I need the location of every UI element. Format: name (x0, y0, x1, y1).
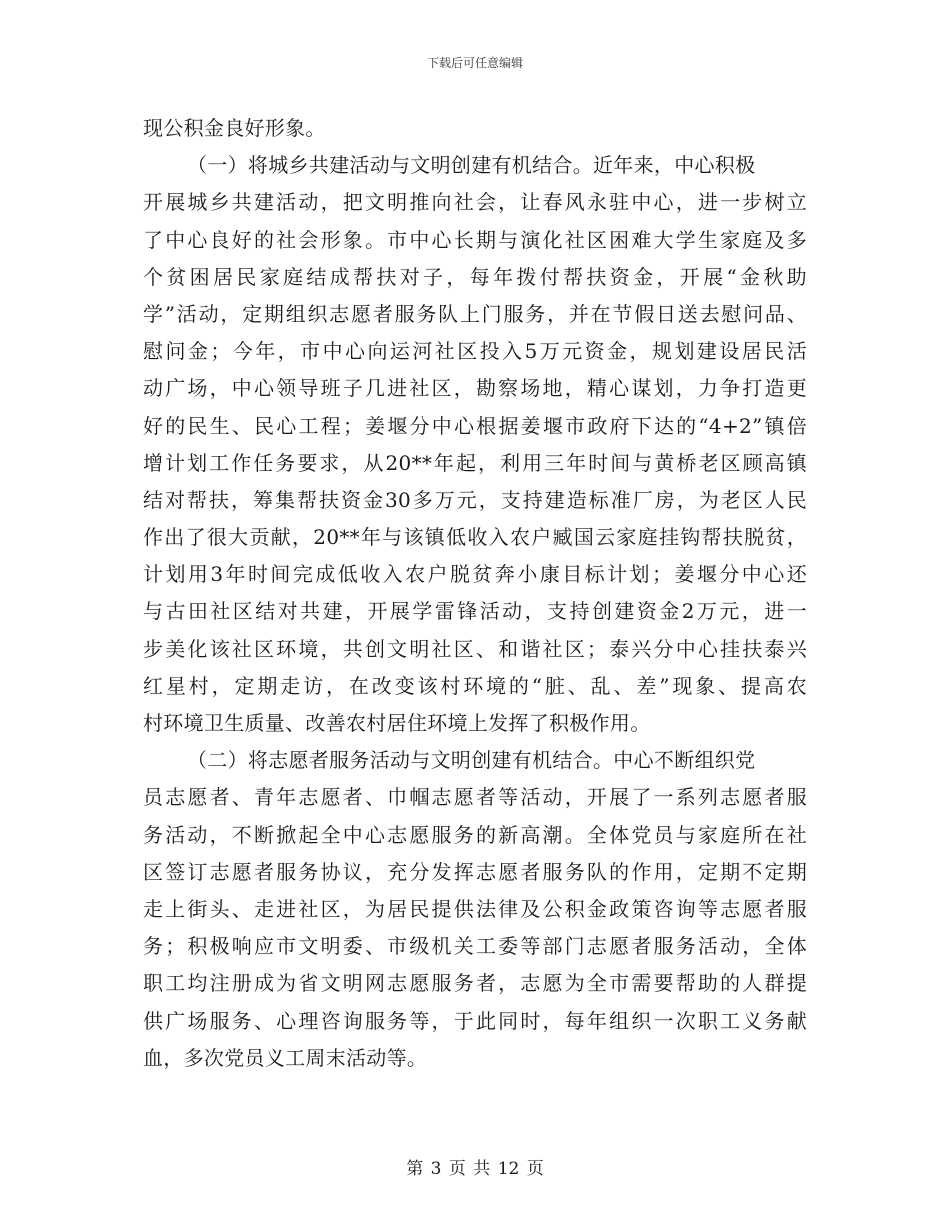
text-line: 开展城乡共建活动，把文明推向社会，让春风永驻中心，进一步树立 (143, 190, 807, 215)
text-line: 走上街头、走进社区，为居民提供法律及公积金政策咨询等志愿者服 (143, 896, 807, 921)
text-line: 员志愿者、青年志愿者、巾帼志愿者等活动，开展了一系列志愿者服 (143, 785, 807, 810)
page-footer: 第 3 页 共 12 页 (406, 1159, 544, 1179)
paragraph-heading-2: （二）将志愿者服务活动与文明创建有机结合。中心不断组织党 (187, 748, 756, 773)
text-line: 步美化该社区环境，共创文明社区、和谐社区；泰兴分中心挂扶泰兴 (143, 636, 807, 661)
text-line: 作出了很大贡献，20**年与该镇低收入农户臧国云家庭挂钩帮扶脱贫， (143, 525, 807, 550)
text-line: 现公积金良好形象。 (143, 116, 326, 140)
text-line: 结对帮扶，筹集帮扶资金30多万元，支持建造标准厂房，为老区人民 (143, 487, 807, 512)
text-line: 与古田社区结对共建，开展学雷锋活动，支持创建资金2万元，进一 (143, 599, 807, 624)
text-line: 红星村，定期走访，在改变该村环境的“脏、乱、差”现象、提高农 (143, 673, 807, 698)
paragraph-heading-1: （一）将城乡共建活动与文明创建有机结合。近年来，中心积极 (187, 153, 756, 178)
text-line: 计划用3年时间完成低收入农户脱贫奔小康目标计划；姜堰分中心还 (143, 562, 807, 587)
page-header: 下载后可任意编辑 (426, 56, 523, 70)
text-line: 了中心良好的社会形象。市中心长期与演化社区困难大学生家庭及多 (143, 227, 807, 252)
text-line: 血，多次党员义工周末活动等。 (143, 1045, 428, 1070)
text-line: 动广场，中心领导班子几进社区，勘察场地，精心谋划，力争打造更 (143, 376, 807, 401)
text-line: 好的民生、民心工程；姜堰分中心根据姜堰市政府下达的“4+2”镇倍 (143, 413, 807, 438)
text-line: 增计划工作任务要求，从20**年起，利用三年时间与黄桥老区顾高镇 (143, 450, 807, 475)
text-line: 职工均注册成为省文明网志愿服务者，志愿为全市需要帮助的人群提 (143, 971, 807, 996)
text-line: 供广场服务、心理咨询服务等，于此同时，每年组织一次职工义务献 (143, 1008, 807, 1033)
text-line: 村环境卫生质量、改善农村居住环境上发挥了积极作用。 (143, 711, 651, 735)
text-line: 个贫困居民家庭结成帮扶对子，每年拨付帮扶资金，开展“金秋助 (143, 264, 807, 289)
text-line: 区签订志愿者服务协议，充分发挥志愿者服务队的作用，定期不定期 (143, 859, 807, 884)
text-line: 慰问金；今年，市中心向运河社区投入5万元资金，规划建设居民活 (143, 339, 807, 364)
text-line: 务；积极响应市文明委、市级机关工委等部门志愿者服务活动，全体 (143, 934, 807, 959)
body-text (143, 110, 807, 1077)
text-line: 学”活动，定期组织志愿者服务队上门服务，并在节假日送去慰问品、 (143, 301, 807, 326)
text-line: 务活动，不断掀起全中心志愿服务的新高潮。全体党员与家庭所在社 (143, 822, 807, 847)
